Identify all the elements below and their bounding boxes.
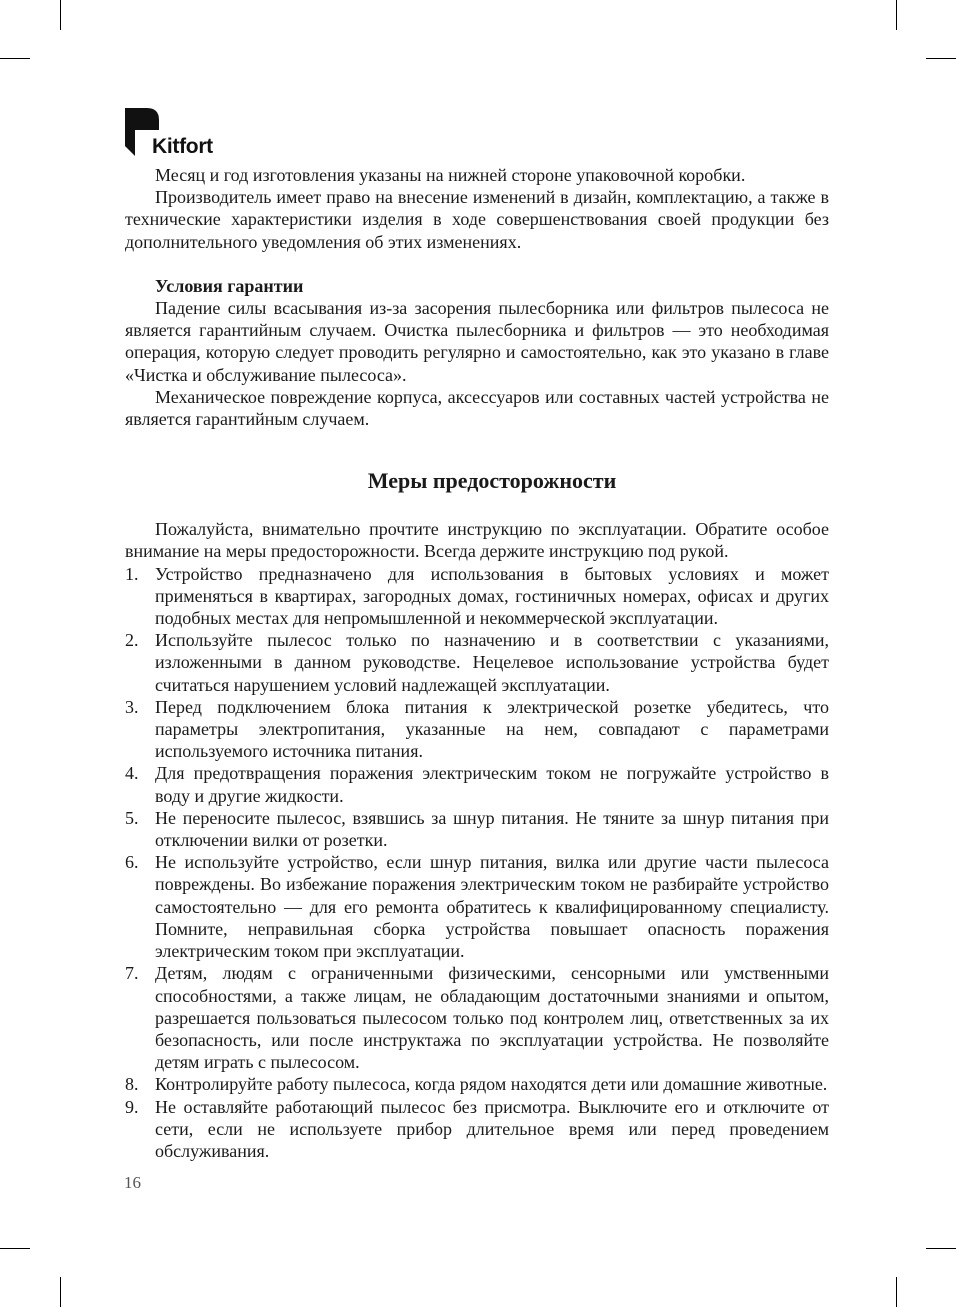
list-item (125, 1073, 829, 1095)
crop-mark (896, 1277, 897, 1307)
list-item (125, 807, 829, 851)
precautions-intro: Пожалуйста, внимательно прочтите инструкцию по эксплуатации. Обратите особое внимание на меры предосторожности. Всегда держите инструкцию под рукой. (125, 519, 829, 562)
warranty-paragraph: Механическое повреждение корпуса, аксессуаров или составных частей устройства не является гарантийным случаем. (125, 386, 829, 430)
crop-mark (0, 1248, 30, 1249)
list-item (125, 696, 829, 763)
brand-logo (125, 108, 245, 158)
list-item-text: Устройство предназначено для использования в бытовых условиях и может применяться в квартирах, загородных домах, гостиничных номерах, офисах и других подобных местах для непромышленной и некоммерческой эксплуатации. (155, 563, 829, 629)
list-item-number: 4. (125, 763, 139, 784)
list-item (125, 629, 829, 696)
list-item-text: Не переносите пылесос, взявшись за шнур питания. Не тяните за шнур питания при отключении вилки от розетки. (155, 807, 829, 851)
warranty-heading: Условия гарантии (155, 275, 304, 296)
crop-mark (60, 0, 61, 30)
warranty-paragraph: Падение силы всасывания из-за засорения пылесборника или фильтров пылесоса не является гарантийным случаем. Очистка пылесборника и фильтров — это необходимая операция, которую следует проводить регулярно и самостоятельно, как это указано в главе «Чистка и обслуживание пылесоса». (125, 298, 829, 385)
list-item-number: 1. (125, 563, 139, 584)
list-item (125, 563, 829, 630)
list-item-number: 5. (125, 807, 139, 828)
list-item-number: 7. (125, 963, 139, 984)
list-item-text: Не используйте устройство, если шнур питания, вилка или другие части пылесоса повреждены. Во избежание поражения электрическим током не разбирайте устройство самостоятельно — для его ремонта обратитесь к квалифицированному специалисту. Помните, неправильная сборка устройства повышает опасность поражения электрическим током при эксплуатации. (155, 852, 829, 962)
intro-paragraph: Месяц и год изготовления указаны на нижней стороне упаковочной коробки. (155, 165, 746, 185)
list-item-text: Используйте пылесос только по назначению и в соответствии с указаниями, изложенными в данном руководстве. Нецелевое использование устройства будет считаться нарушением условий надлежащей эксплуатации. (155, 630, 829, 695)
crop-mark (926, 1248, 956, 1249)
list-item-number: 3. (125, 696, 139, 717)
page-number: 16 (124, 1173, 141, 1192)
list-item-text: Контролируйте работу пылесоса, когда рядом находятся дети или домашние животные. (155, 1074, 828, 1095)
intro-paragraph: Производитель имеет право на внесение изменений в дизайн, комплектацию, а также в технические характеристики изделия в ходе совершенствования своей продукции без дополнительного уведомления об этих изменениях. (125, 187, 829, 252)
list-item-number: 9. (125, 1096, 139, 1117)
list-item (125, 962, 829, 1073)
crop-mark (896, 0, 897, 30)
page-content (125, 164, 829, 1162)
list-item-text: Для предотвращения поражения электрическим током не погружайте устройство в воду и другие жидкости. (155, 763, 829, 806)
list-item (125, 851, 829, 962)
crop-mark (0, 58, 30, 59)
list-item (125, 1096, 829, 1163)
list-item-number: 2. (125, 630, 139, 651)
list-item-text: Не оставляйте работающий пылесос без присмотра. Выключите его и отключите от сети, если не используете прибор длительное время или перед проведением обслуживания. (155, 1096, 829, 1161)
brand-name: Kitfort (152, 135, 213, 158)
list-item-number: 6. (125, 852, 139, 873)
list-item-number: 8. (125, 1074, 139, 1095)
precautions-list (125, 563, 829, 1162)
list-item-text: Детям, людям с ограниченными физическими, сенсорными или умственными способностями, а также лицам, не обладающим достаточными знаниями и опытом, разрешается пользоваться пылесосом только под контролем лиц, ответственных за их безопасность, или после инструктажа по эксплуатации устройства. Не позволяйте детям играть с пылесосом. (155, 963, 829, 1073)
section-title: Меры предосторожности (367, 468, 617, 494)
list-item-text: Перед подключением блока питания к электрической розетке убедитесь, что параметры электропитания, указанные на нем, совпадают с параметрами используемого источника питания. (155, 696, 829, 762)
list-item (125, 762, 829, 806)
crop-mark (926, 58, 956, 59)
crop-mark (60, 1277, 61, 1307)
